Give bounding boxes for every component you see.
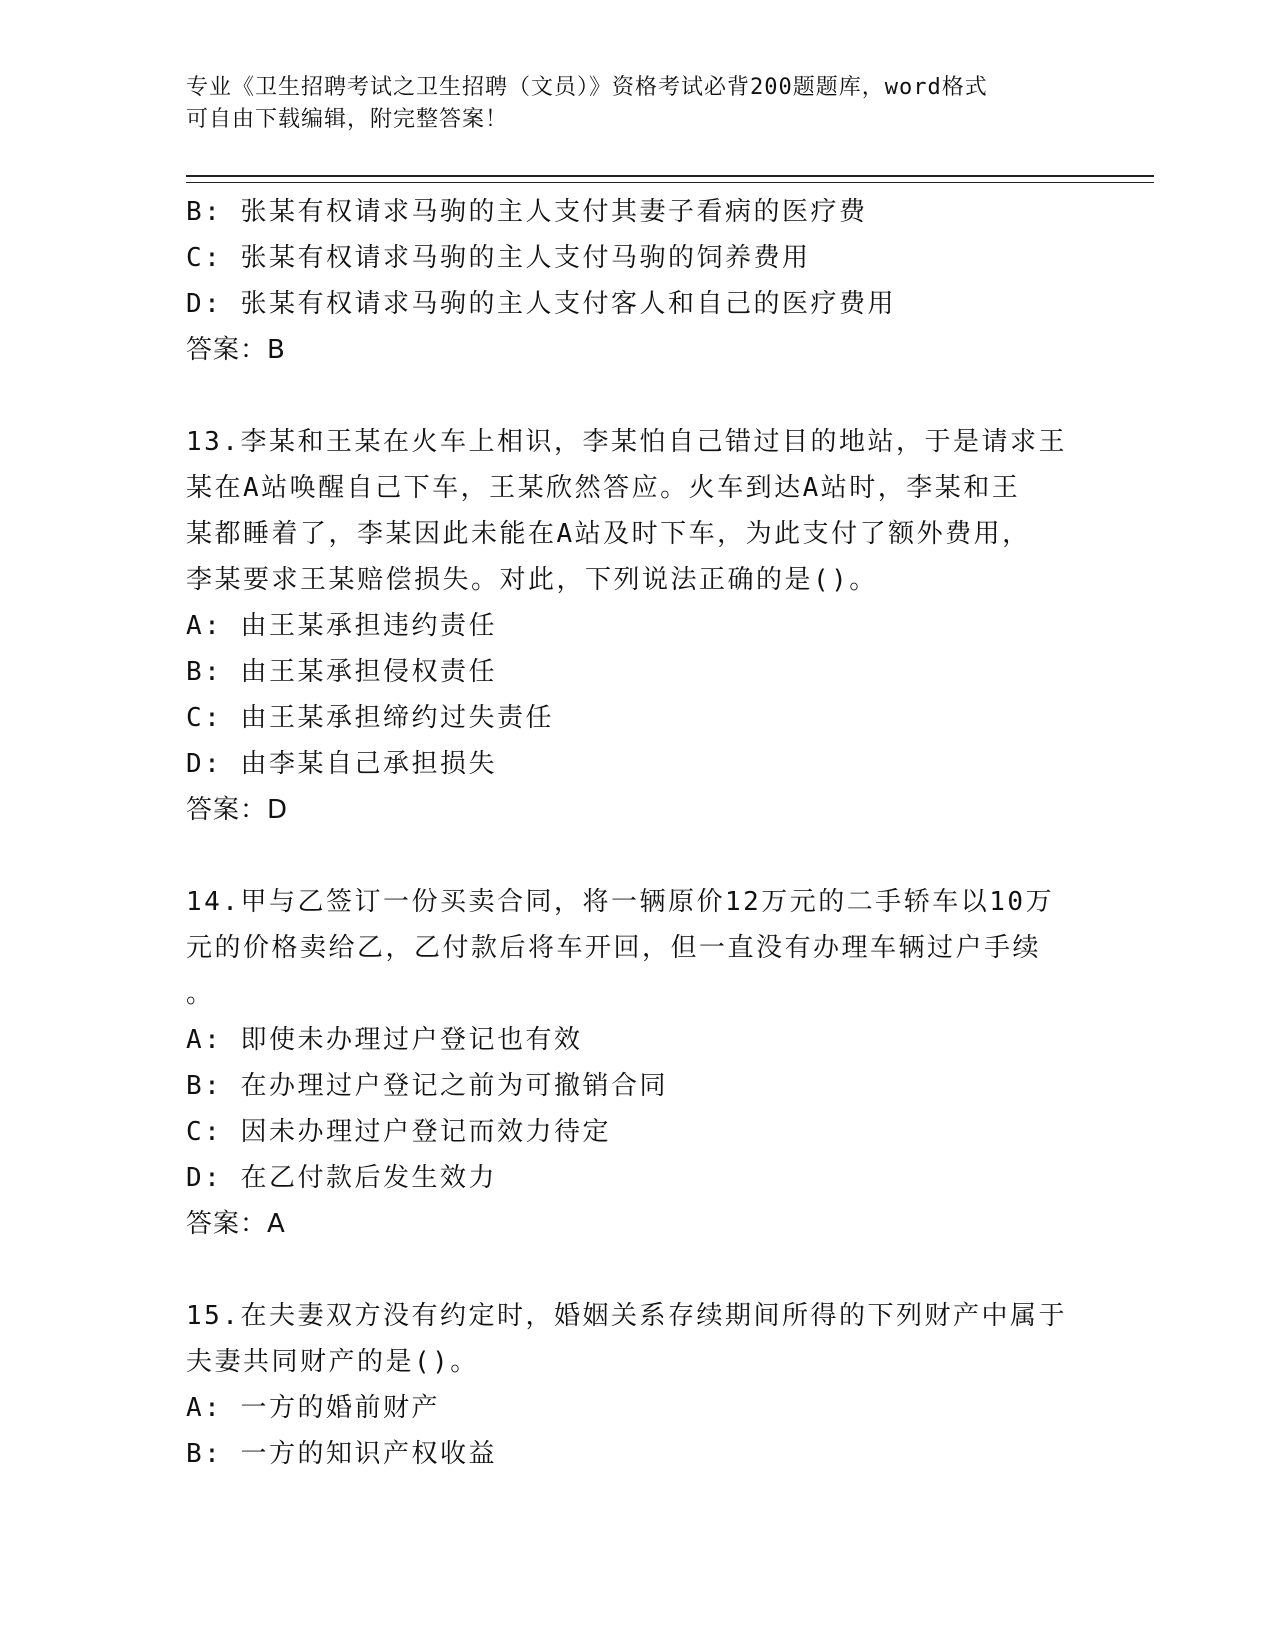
- header-line-2: 可自由下载编辑，附完整答案！: [186, 107, 509, 132]
- question-12-tail: [186, 189, 1086, 373]
- answer-line: 答案：B: [186, 335, 286, 365]
- document-header: [186, 72, 1066, 136]
- header-divider-thin: [186, 182, 1154, 183]
- spacer: [186, 1247, 1086, 1293]
- question-stem-line: 李某要求王某赔偿损失。对此，下列说法正确的是()。: [186, 565, 878, 595]
- option-b: B: 在办理过户登记之前为可撤销合同: [186, 1071, 668, 1101]
- option-a: A: 即使未办理过户登记也有效: [186, 1025, 583, 1055]
- option-b: B: 由王某承担侵权责任: [186, 657, 497, 687]
- option-a: A: 一方的婚前财产: [186, 1393, 440, 1423]
- question-14: [186, 879, 1086, 1247]
- answer-line: 答案：A: [186, 1209, 286, 1239]
- option-a: A: 由王某承担违约责任: [186, 611, 497, 641]
- option-c: C: 因未办理过户登记而效力待定: [186, 1117, 611, 1147]
- question-15: [186, 1293, 1086, 1477]
- document-body: [186, 189, 1086, 1477]
- question-stem-line: 。: [186, 979, 215, 1009]
- option-d: D: 由李某自己承担损失: [186, 749, 497, 779]
- question-stem-line: 元的价格卖给乙，乙付款后将车开回，但一直没有办理车辆过户手续: [186, 933, 1042, 963]
- header-line-1: 专业《卫生招聘考试之卫生招聘（文员）》资格考试必背200题题库，word格式: [186, 75, 988, 100]
- question-stem-line: 13.李某和王某在火车上相识，李某怕自己错过目的地站，于是请求王: [186, 427, 1067, 457]
- header-divider-thick: [186, 175, 1154, 177]
- option-d: D: 张某有权请求马驹的主人支付客人和自己的医疗费用: [186, 289, 896, 319]
- question-stem-line: 14.甲与乙签订一份买卖合同，将一辆原价12万元的二手轿车以10万: [186, 887, 1055, 917]
- question-stem-line: 某都睡着了，李某因此未能在A站及时下车，为此支付了额外费用，: [186, 519, 1031, 549]
- spacer: [186, 833, 1086, 879]
- question-stem-line: 15.在夫妻双方没有约定时，婚姻关系存续期间所得的下列财产中属于: [186, 1301, 1067, 1331]
- option-c: C: 由王某承担缔约过失责任: [186, 703, 554, 733]
- option-b: B: 张某有权请求马驹的主人支付其妻子看病的医疗费: [186, 197, 868, 227]
- question-stem-line: 夫妻共同财产的是()。: [186, 1347, 479, 1377]
- question-stem-line: 某在A站唤醒自己下车，王某欣然答应。火车到达A站时，李某和王: [186, 473, 1021, 503]
- spacer: [186, 373, 1086, 419]
- option-d: D: 在乙付款后发生效力: [186, 1163, 497, 1193]
- answer-line: 答案：D: [186, 795, 289, 825]
- option-c: C: 张某有权请求马驹的主人支付马驹的饲养费用: [186, 243, 811, 273]
- option-b: B: 一方的知识产权收益: [186, 1439, 497, 1469]
- question-13: [186, 419, 1086, 833]
